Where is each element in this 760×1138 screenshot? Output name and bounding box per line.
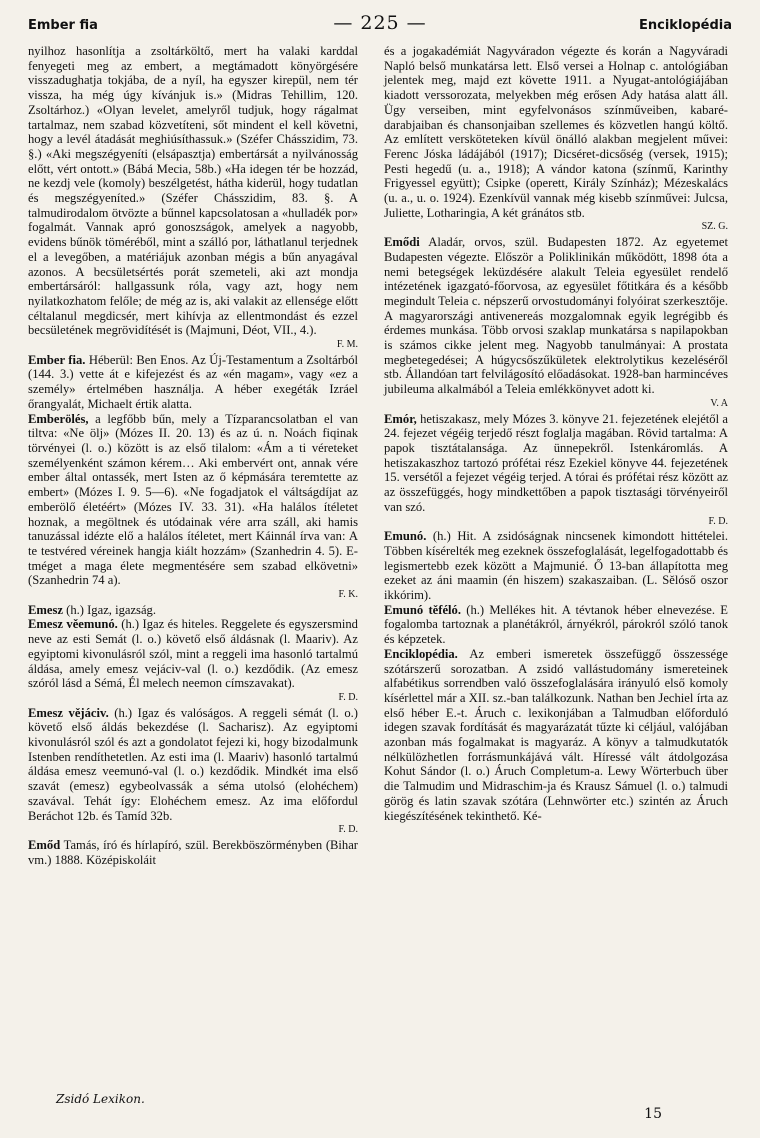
author-initials: F. M.: [336, 339, 358, 351]
footer-right-signature: 15: [644, 1106, 662, 1122]
entry-ember-fia: Ember fia. Héberül: Ben Enos. Az Új-Testamentum a Zsoltárból (144. 3.) vette át e kifejezést és az «én magam», vagy «ez a személy» értelmében használja. A héber exegéták Izráel őrangyalát, Michaelt értik alatta.: [28, 352, 358, 411]
entry-headword: Emunó těféló.: [384, 602, 461, 617]
header-left-title: Ember fia: [28, 18, 98, 33]
entry-headword: Emesz vějáciv.: [28, 705, 109, 720]
entry-emesz-veemuno: Emesz věemunó. (h.) Igaz és hiteles. Reggelete és egyszersmind neve az esti Semát (l. o.) követő első áldásnak (l. Maariv). Az egyiptomi kivonulásról szól, mint a reggeli ima hasonló tartalmú áldása, amely emesz vejáciv-val (l. o.) kezdődik. (Az emesz szóról lásd a Sémá, Él melech neemon címszavakat). F. D.: [28, 617, 358, 705]
entry-headword: Emőd: [28, 837, 61, 852]
entry-headword: Emesz věemunó.: [28, 617, 118, 632]
entry-emesz-vejaciv: Emesz vějáciv. (h.) Igaz és valóságos. A reggeli sémát (l. o.) követő első áldás bekezdése (l. Sacharisz). Az egyiptomi kivonulásról szól és azt a gondolatot fejezi ki, hogy bizodalmunk Istenben rendíthetetlen. Az esti ima (l. Maariv) hasonló tartalmú áldása emesz veemunó-val (l. o.) kezdődik. Mindkét ima első szavát (emesz) egybeolvassák a séma utolsó (elohéchem) szavával. Tehát így: Elohéchem emesz. Az ima előfordul Beráchot 12b. és Tamíd 32b. F. D.: [28, 706, 358, 838]
page-number: — 225 —: [333, 12, 427, 34]
entry-emuno: Emunó. (h.) Hit. A zsidóságnak nincsenek kimondott hittételei. Többen kísérelték meg ezeknek összefoglalását, legelfogadottabb és legismertebb ezek között a Majmunié. Ő 13-ban állapította meg ezeket az áni maamin (én hiszem) szakaszaiban. (L. Sělóső oszor ikkórim).: [384, 529, 728, 603]
entry-continuation: nyilhoz hasonlítja a zsoltárköltő, mert ha valaki karddal fenyegeti meg az embert, a megtámadott könyörgésére visszadughatja tokjába, de a nyíl, ha egyszer kirepül, nem tér vissza, ha még úgy kívánjuk is.» (Midras Tehillim, 120. Zsoltárhoz.) «Olyan levelet, amelyről tudjuk, hogy rágalmat tartalmaz, nem szabad közvetíteni, sőt mindent el kell követni, hogy a levél átadását meghiúsíthassuk.» (Széfer Chásszidim, 73. §.) «Aki megszégyeníti (elsápasztja) embertársát a nyilvánosság előtt, vért ontott.» (Bábá Mecia, 58b.) «Ha idegen tér be hozzád, ne kezdj vele (komoly) beszélgetést, hátha kiderül, hogy tudatlan és megszégyeníted.» (Széfer Chásszidim, 83. §. A talmudirodalom ötvözte a bűnnel kapcsolatosan a «hulladék por» fogalmát. Vannak apró gonoszságok, amelyek a nagyobb, evidens bűnök töméréből, mint a szálló por, láthatlanul terjednek el a levegőben, a matériájuk azonban mégis a bűn anyagával azonos. A becsületsértés porát szemeteli, aki azt mondja embertársáról: hallgassunk róla, vagy azt, hogy nem nyilatkozhatom felőle; de még az is, aki valakit az ellensége előtt céltalanul megdicsér, mert kihívja az ellentmondást és ezzel becsületének megrövidítését is (Majmuni, Déot, VII., 4.). F. M.: [28, 44, 358, 353]
author-initials: F. D.: [338, 824, 358, 836]
entry-emesz: Emesz (h.) Igaz, igazság.: [28, 602, 156, 617]
entry-headword: Emór,: [384, 411, 417, 426]
footer-left-signature: Zsidó Lexikon.: [56, 1092, 145, 1106]
entry-emberoles: Emberölés, a legfőbb bűn, mely a Tízparancsolatban el van tiltva: «Ne ölj» (Mózes II. 20. 13) és az ú. n. Noách fiqinak törvényei (l. o.) között is az első tilalom: «Ám a ti véreteket személyenként számon kérem… Aki embervért ont, annak vére ember által ontassék, mert Isten az ő képmására teremtette az embert» (Mózes I. 9. 5—6). «Ne fogadjatok el váltságdíjat az emberölő életéért» (Mózes IV. 33. 31). «Ha halálos ítéletet hoznak, a megöltnek és utódainak vére arra száll, aki hamis tanuzással idézte elő a halálos ítéletet, mert Káinnál írva van: A te testvéred véreinek hangja kiált hozzám» (Szanhedrin 4. 5). E-tméget a maga élete megmentésére sem szabad elkövetni» (Szanhedrin 74 a). F. K.: [28, 412, 358, 603]
left-column: [28, 44, 358, 867]
author-initials: V. A: [710, 397, 728, 409]
author-initials: SZ. G.: [701, 221, 728, 233]
entry-emor: Emór, hetiszakasz, mely Mózes 3. könyve 21. fejezetének elejétől a 24. fejezet végéig terjedő részt foglalja magában. Rövid tartalma: A papok tisztátalansága. Az ünnepekről. Istenkáromlás. A hetiszakaszhoz tartozó prófétai rész Ezekiel könyve 44. fejezetének 15. versétől a fejezet végéig terjed. A tórai és prófétai rész között az az összefüggés, hogy mindkettőben a papok tisztasági törvényeiről van szó. F. D.: [384, 412, 728, 530]
entry-emodi: Emődi Aladár, orvos, szül. Budapesten 1872. Az egyetemet Budapesten végezte. Először a Poliklinikán működött, 1898 óta a nemi betegségek leküzdésére alakult Teleia egyesület rendelő intézetének igazgató-főorvosa, az egyesület főtitkára és a később megindult Teleia c. népszerű orvostudományi folyóirat szerkesztője. A magyarországi antivenereás mozgalomnak egyik legrégibb és érdemes munkása. Több orvosi szaklap munkatársa s napilapokban is számos cikke jelent meg. Nagyobb tanulmányai: A prostata megbetegedései; A húgycsőszűkületek elektrolytikus kezeléséről stb. Állandóan tart felvilágosító előadásokat. 1928-ban harmincéves jubileuma alkalmából a Teleia emlékkönyvet adott ki. V. A: [384, 235, 728, 411]
header-right-title: Enciklopédia: [639, 18, 732, 33]
page-footer: [28, 1086, 732, 1126]
entry-headword: Emődi: [384, 235, 420, 250]
entry-emuno-tefelo: Emunó těféló. (h.) Mellékes hit. A tévtanok héber elnevezése. E fogalomba tartoznak a planétákról, árnyékról, párokról szóló tanok és képzetek.: [384, 602, 728, 647]
author-initials: F. K.: [338, 589, 358, 601]
author-initials: F. D.: [338, 691, 358, 703]
entry-enciklopedia: Enciklopédia. Az emberi ismeretek összefüggő összessége szótárszerű sorozatban. A zsidó vallástudomány ismereteinek alfabétikus sorrendben való összefoglalására irányuló első komoly kísérlettel már a XII. sz.-ban találkozunk. Nathan ben Jechiel írta az első héber E.-t. Áruch c. lexikonjában a Talmudban előforduló idegen szavak fordítását és magyarázatát tűzte ki céljául, valójában azonban más fogalmakat is magyaráz. A könyv a talmudkutatók nélkülözhetlen forrásmunkájává vált. Híressé vált átdolgozása Kohut Sándor (l. o.) Áruch Completum-a. Lewy Wörterbuch über die Talmudim und Midraschim-ja és Krausz Sámuel (l. o.) talmudi görög és latin szavak szótára (Lehnwörter etc.) szintén az Áruch kiegészítésének tekinthető. Ké-: [384, 646, 728, 823]
entry-headword: Emunó.: [384, 529, 427, 544]
entry-headword: Emesz: [28, 602, 63, 617]
entry-emod: Emőd Tamás, író és hírlapíró, szül. Berekböszörményben (Bihar vm.) 1888. Középiskoláit: [28, 837, 358, 867]
entry-headword: Emberölés,: [28, 411, 89, 426]
running-header: [28, 10, 732, 40]
entry-headword: Ember fia.: [28, 352, 86, 367]
entry-headword: Enciklopédia.: [384, 646, 458, 661]
right-column: [384, 44, 728, 823]
author-initials: F. D.: [708, 515, 728, 527]
entry-continuation: és a jogakadémiát Nagyváradon végezte és korán a Nagyváradi Napló belső munkatársa lett. Első versei a Holnap c. antológiában jelentek meg, majd ezt követte 1911. a Nyugat-antológiájában kiadott verssorozata, melyekben még erősen Ady hatása alatt áll. Ügy verseiben, mint egyfelvonásos színműveiben, kabaré-darabjaiban és chansonjaiban szellemes és közvetlen hangú költő. Az említett versköteteken kívül önálló alakban megjelent művei: Ferenc Jóska ládájából (1917); Dicséret-dicsőség (versek, 1915); Pesti hegedű (u. a., 1918); A vándor katona (színmű, Karinthy Frigyessel együtt); Csipke (operett, Király Színház); Mézeskalács (u. a., u. o. 1924). Ezenkívül vannak még kisebb színművei: Julcsa, Juliette, Lotharingia, A két gránátos stb. SZ. G.: [384, 44, 728, 235]
